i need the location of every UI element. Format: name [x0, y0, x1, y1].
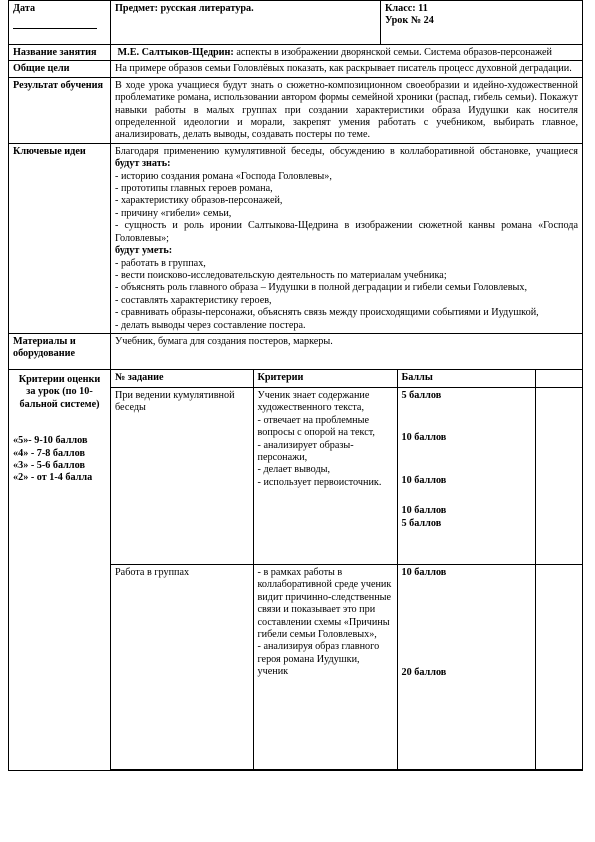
- column-header-criteria: Критерии: [253, 370, 397, 388]
- goals-row: [9, 61, 583, 77]
- title-label: Название занятия: [9, 45, 111, 61]
- criteria-item: - анализирует образы-персонажи,: [257, 439, 354, 463]
- points-value: 5 баллов: [401, 389, 442, 401]
- criteria-item: - делает выводы,: [257, 464, 331, 476]
- title-author: М.Е. Салтыков-Щедрин:: [117, 47, 234, 58]
- criteria-header-row: [111, 370, 583, 388]
- column-header-points: Баллы: [397, 370, 535, 388]
- ideas-label: Ключевые идеи: [9, 143, 111, 333]
- points-value: 10 баллов: [401, 474, 447, 486]
- empty-cell: [535, 387, 583, 564]
- grade-item: «4» - 7-8 баллов: [13, 447, 85, 459]
- lesson-number: Урок № 24: [385, 15, 434, 27]
- results-label: Результат обучения: [9, 77, 111, 143]
- goals-value: На примере образов семьи Головлёвых показать, как раскрывает писатель процесс духовной деградации.: [111, 61, 583, 77]
- know-item: - сущность и роль иронии Салтыкова-Щедрина в изображении сюжетной канвы романа «Господа Головлевы»;: [115, 220, 578, 244]
- can-item: - составлять характеристику героев,: [115, 294, 272, 306]
- points-value: 10 баллов: [401, 505, 447, 517]
- can-item: - вести поисково-исследовательскую деятельность по материалам учебника;: [115, 269, 447, 281]
- know-label: будут знать:: [115, 158, 171, 170]
- materials-value: Учебник, бумага для создания постеров, маркеры.: [111, 333, 583, 369]
- task-row: [111, 564, 583, 769]
- ideas-row: [9, 143, 583, 333]
- class-cell: [381, 1, 583, 45]
- task-name: При ведении кумулятивной беседы: [111, 387, 253, 564]
- criteria-row: [9, 369, 583, 770]
- know-item: - причину «гибели» семьи,: [115, 207, 232, 219]
- know-item: - характеристику образов-персонажей,: [115, 195, 283, 207]
- criteria-item: Ученик знает содержание художественного текста,: [257, 389, 370, 414]
- can-item: - сравнивать образы-персонажи, объяснять связь между происходящими событиями и Иудушкой,: [115, 307, 539, 319]
- results-value: В ходе урока учащиеся будут знать о сюжетно-композиционном своеобразии и идейно-художественной проблематике романа, использовании автором формы семейной хроники (распад, гибель семьи). Покажут навыки работы в малых группах при создании характеристики образа Иудушки как носителя определенной идеологии и морали, закрепят умения работать с учебником, выбирать главное, анализировать, делать выводы, создавать постеры по теме.: [111, 77, 583, 143]
- title-value: [111, 45, 583, 61]
- criteria-table: [111, 370, 583, 770]
- task-criteria: [253, 564, 397, 769]
- task-points: [397, 564, 535, 769]
- goals-label: Общие цели: [9, 61, 111, 77]
- ideas-value: [111, 143, 583, 333]
- grade-item: «2» - от 1-4 балла: [13, 472, 93, 484]
- criteria-item: - использует первоисточник.: [257, 476, 382, 488]
- materials-row: [9, 333, 583, 369]
- subject-cell: Предмет: русская литература.: [111, 1, 381, 45]
- column-header-empty: [535, 370, 583, 388]
- header-row: [9, 1, 583, 45]
- points-value: 10 баллов: [401, 432, 447, 444]
- criteria-table-cell: [111, 369, 583, 770]
- lesson-plan-table: [8, 0, 583, 771]
- can-item: - объяснять роль главного образа – Иудушки в полной деградации и гибели семьи Головлевых,: [115, 282, 527, 294]
- date-label: Дата: [13, 3, 36, 14]
- task-name: Работа в группах: [111, 564, 253, 769]
- points-value: 10 баллов: [401, 566, 447, 578]
- points-value: 20 баллов: [401, 667, 447, 679]
- empty-cell: [535, 564, 583, 769]
- class-label: Класс: 11: [385, 3, 428, 14]
- criteria-item: - отвечает на проблемные вопросы с опорой на текст,: [257, 414, 375, 439]
- title-row: [9, 45, 583, 61]
- grade-item: «3» - 5-6 баллов: [13, 459, 85, 471]
- grade-item: «5»- 9-10 баллов: [13, 435, 88, 447]
- task-criteria: [253, 387, 397, 564]
- criteria-title: Критерии оценки за урок (по 10-бальной системе): [18, 373, 101, 410]
- title-text: аспекты в изображении дворянской семьи. Система образов-персонажей: [233, 47, 553, 58]
- can-item: - делать выводы через составление постера.: [115, 319, 306, 331]
- criteria-item: - в рамках работы в коллаборативной среде ученик видит причинно-следственные связи и показывает это при составлении схемы «Причины гибели семьи Головлевых»,: [257, 566, 392, 640]
- can-label: будут уметь:: [115, 245, 173, 257]
- know-item: - прототипы главных героев романа,: [115, 183, 273, 195]
- column-header-task: № задание: [111, 370, 253, 388]
- criteria-cell: [9, 369, 111, 770]
- criteria-item: - анализируя образ главного героя романа Иудушки, ученик: [257, 641, 380, 678]
- task-points: [397, 387, 535, 564]
- date-blank-line: [13, 15, 97, 29]
- task-row: [111, 387, 583, 564]
- results-row: [9, 77, 583, 143]
- points-value: 5 баллов: [401, 517, 442, 529]
- date-cell: [9, 1, 111, 45]
- know-item: - историю создания романа «Господа Головлевы»,: [115, 170, 332, 182]
- ideas-intro: Благодаря применению кумулятивной беседы, обсуждению в коллаборативной обстановке, учащиеся: [115, 145, 578, 157]
- materials-label: Материалы и оборудование: [9, 333, 111, 369]
- can-item: - работать в группах,: [115, 257, 206, 269]
